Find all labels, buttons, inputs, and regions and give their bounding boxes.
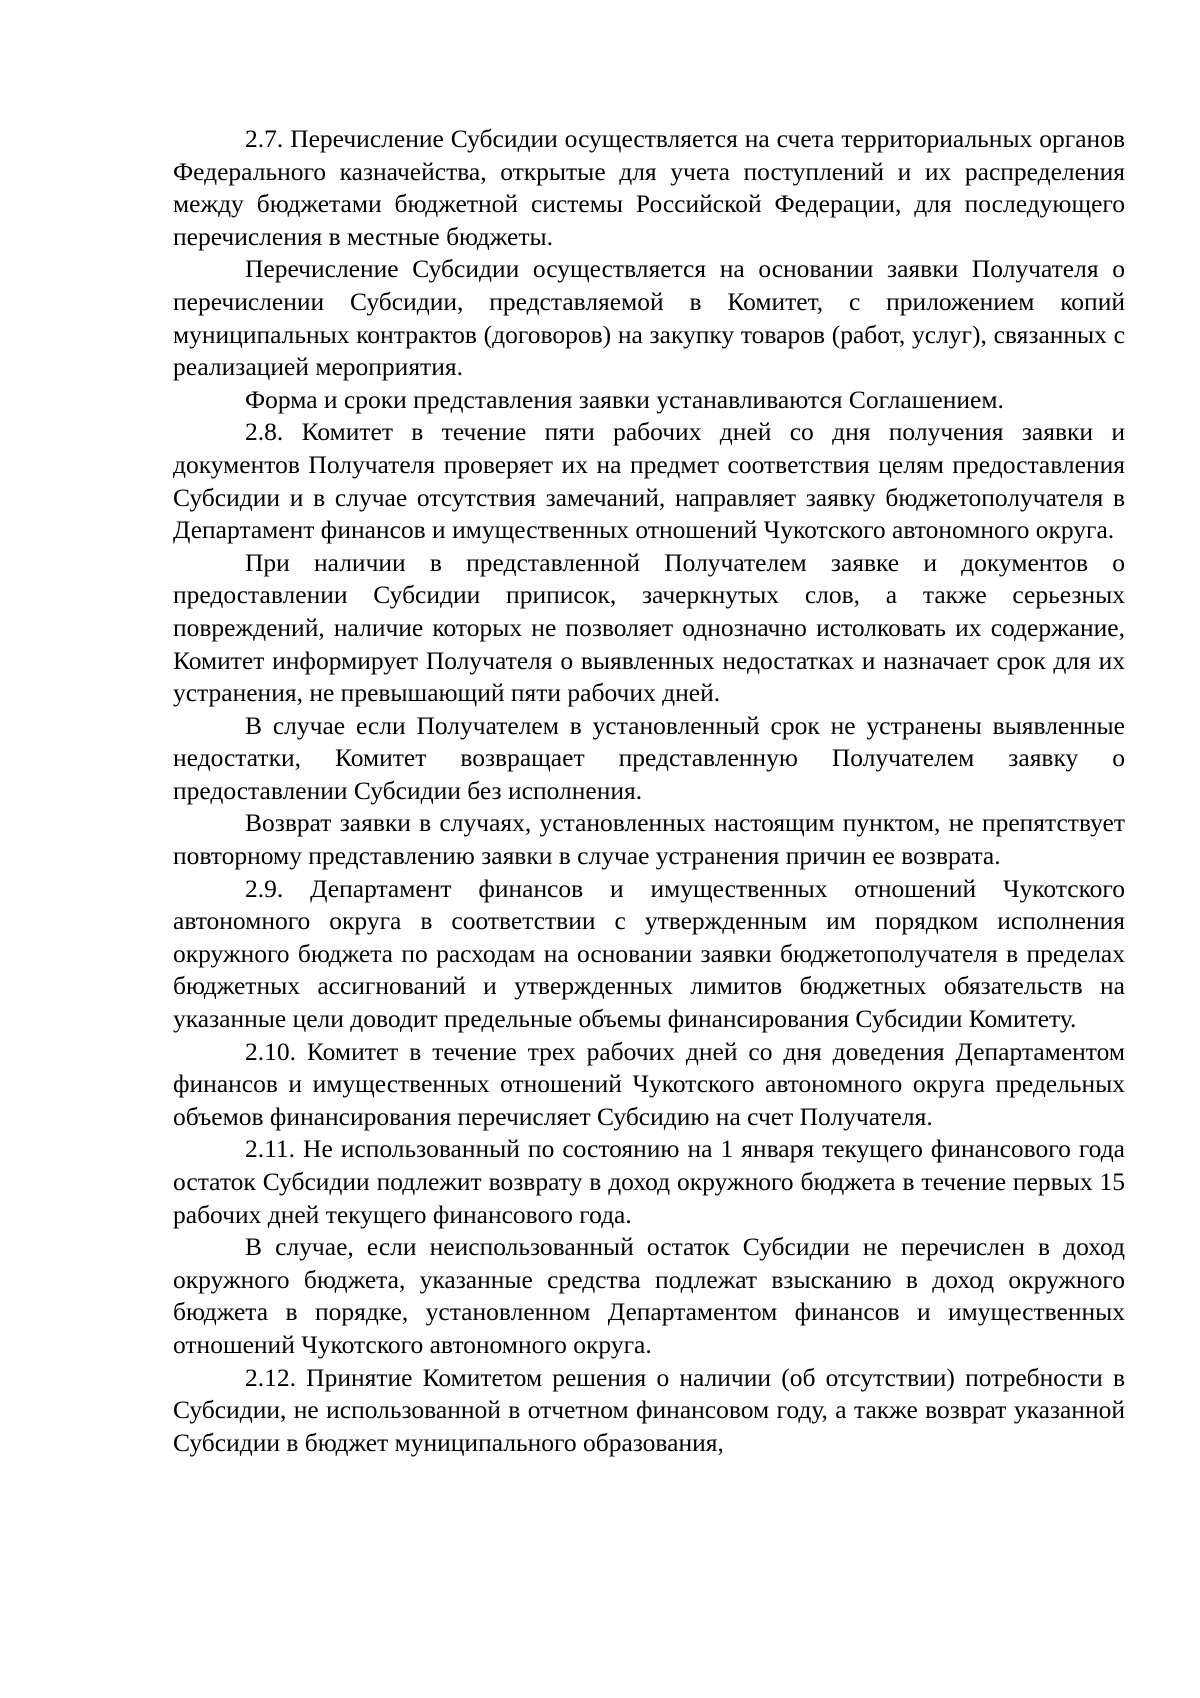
paragraph-2-9: 2.9. Департамент финансов и имущественных отношений Чукотского автономного округа в соответствии с утвержденным им порядком исполнения окружного бюджета по расходам на основании заявки бюджетополучателя в пределах бюджетных ассигнований и утвержденных лимитов бюджетных обязательств на указанные цели доводит предельные объемы финансирования Субсидии Комитету. [173,873,1125,1034]
paragraph-return-without-execution: В случае если Получателем в установленный срок не устранены выявленные недостатки, Комитет возвращает представленную Получателем заявку о предоставлении Субсидии без исполнения. [173,710,1125,805]
paragraph-2-11: 2.11. Не использованный по состоянию на 1 января текущего финансового года остаток Субсидии подлежит возврату в доход окружного бюджета в течение первых 15 рабочих дней текущего финансового года. [173,1134,1125,1229]
paragraph-transfer-basis: Перечисление Субсидии осуществляется на основании заявки Получателя о перечислении Субсидии, представляемой в Комитет, с приложением копий муниципальных контрактов (договоров) на закупку товаров (работ, услуг), связанных с реализацией мероприятия. [173,254,1125,382]
document-page [173,123,1125,1459]
paragraph-2-8: 2.8. Комитет в течение пяти рабочих дней со дня получения заявки и документов Получателя проверяет их на предмет соответствия целям предоставления Субсидии и в случае отсутствия замечаний, направляет заявку бюджетополучателя в Департамент финансов и имущественных отношений Чукотского автономного округа. [173,417,1125,545]
paragraph-deficiencies: При наличии в представленной Получателем заявке и документов о предоставлении Субсидии приписок, зачеркнутых слов, а также серьезных повреждений, наличие которых не позволяет однозначно истолковать их содержание, Комитет информирует Получателя о выявленных недостатках и назначает срок для их устранения, не превышающий пяти рабочих дней. [173,547,1125,708]
paragraph-recovery: В случае, если неиспользованный остаток Субсидии не перечислен в доход окружного бюджета, указанные средства подлежат взысканию в доход окружного бюджета в порядке, установленном Департаментом финансов и имущественных отношений Чукотского автономного округа. [173,1232,1125,1359]
paragraph-2-10: 2.10. Комитет в течение трех рабочих дней со дня доведения Департаментом финансов и имущественных отношений Чукотского автономного округа предельных объемов финансирования перечисляет Субсидию на счет Получателя. [173,1036,1125,1131]
paragraph-2-7: 2.7. Перечисление Субсидии осуществляется на счета территориальных органов Федерального казначейства, открытые для учета поступлений и их распределения между бюджетами бюджетной системы Российской Федерации, для последующего перечисления в местные бюджеты. [173,124,1125,251]
paragraph-form-and-terms: Форма и сроки представления заявки устанавливаются Соглашением. [245,384,1004,414]
paragraph-resubmission: Возврат заявки в случаях, установленных настоящим пунктом, не препятствует повторному представлению заявки в случае устранения причин ее возврата. [173,808,1125,871]
paragraph-2-12: 2.12. Принятие Комитетом решения о наличии (об отсутствии) потребности в Субсидии, не использованной в отчетном финансовом году, а также возврат указанной Субсидии в бюджет муниципального образования, [173,1362,1125,1457]
